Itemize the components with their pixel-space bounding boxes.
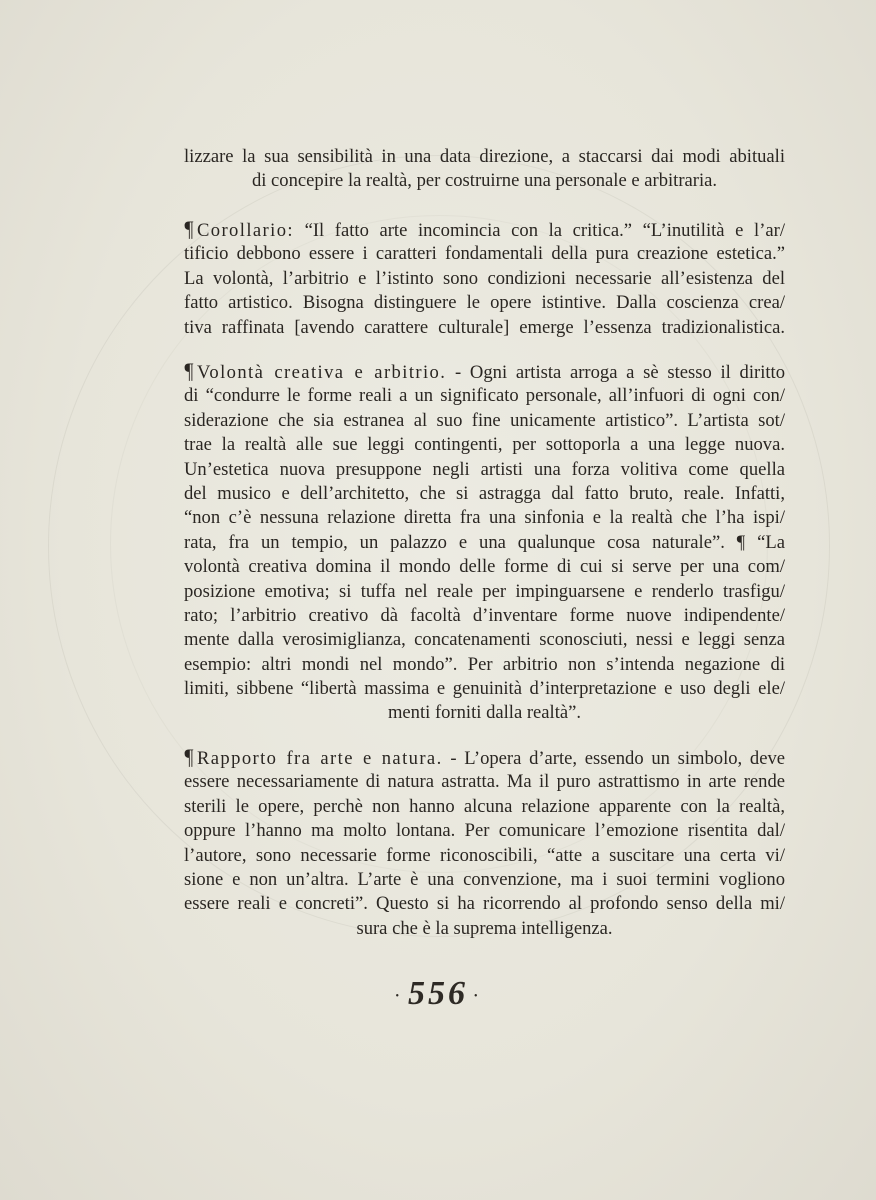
text-line: lizzare la sua sensibilità in una data direzione, a staccarsi dai modi abituali: [184, 146, 785, 167]
ornament-dot-left: •: [395, 990, 402, 1002]
text-run: “Il fatto arte incomincia con la critica.” “L’inutilità e l’ar/: [293, 220, 785, 241]
text-line: l’autore, sono necessarie forme riconoscibili, “atte a suscitare una certa vi/: [184, 844, 785, 866]
text-line: esempio: altri mondi nel mondo”. Per arbitrio non s’intenda negazione di: [184, 653, 785, 675]
opening-paragraph: [184, 145, 785, 194]
text-line: fatto artistico. Bisogna distinguere le opere istintive. Dalla coscienza crea/: [184, 292, 785, 314]
text-line: “non c’è nessuna relazione diretta fra una sinfonia e la realtà che l’ha ispi/: [184, 507, 785, 529]
text-line: tiva raffinata [avendo carattere culturale] emerge l’essenza tradizionalistica.: [184, 316, 785, 338]
text-line: trae la realtà alle sue leggi contingenti, per sottoporla a una legge nuova.: [184, 434, 785, 456]
page-number-value: 556: [408, 975, 468, 1012]
text-line: sura che è la suprema intelligenza.: [356, 917, 613, 939]
text-run: - Ogni artista arroga a sè stesso il diritto: [446, 362, 785, 383]
text-line: [184, 360, 785, 384]
section-heading: Rapporto fra arte e natura.: [196, 748, 443, 769]
text-line: sione e non un’altra. L’arte è una convenzione, ma i suoi termini vogliono: [184, 868, 785, 890]
volonta-paragraph: [184, 360, 785, 726]
section-heading: Corollario:: [196, 220, 294, 241]
text-line: limiti, sibbene “libertà massima e genuinità d’interpretazione e uso degli ele/: [184, 678, 785, 700]
pilcrow-icon: ¶: [184, 216, 194, 241]
text-line: volontà creativa domina il mondo delle forme di cui si serve per una com/: [184, 556, 785, 578]
text-line: posizione emotiva; si tuffa nel reale per impinguarsene e renderlo trasfigu/: [184, 580, 785, 602]
text-line: essere reali e concreti”. Questo si ha ricorrendo al profondo senso della mi/: [184, 893, 785, 915]
section-heading: Volontà creativa e arbitrio.: [196, 362, 447, 383]
text-line: rato; l’arbitrio creativo dà facoltà d’inventare forme nuove indipendente/: [184, 604, 785, 626]
text-line: di concepire la realtà, per costruirne una personale e arbitraria.: [251, 170, 718, 192]
text-line: Un’estetica nuova presuppone negli artisti una forza volitiva come quella: [184, 458, 785, 480]
text-line: oppure l’hanno ma molto lontana. Per comunicare l’emozione risentita dal/: [184, 820, 785, 842]
text-line: menti forniti dalla realtà”.: [387, 702, 582, 724]
text-line: tificio debbono essere i caratteri fondamentali della pura creazione estetica.”: [184, 243, 785, 265]
text-run: - L’opera d’arte, essendo un simbolo, deve: [442, 748, 786, 769]
text-line: del musico e dell’architetto, che si astragga dal fatto bruto, reale. Infatti,: [184, 482, 785, 504]
text-line: La volontà, l’arbitrio e l’istinto sono condizioni necessarie all’esistenza del: [184, 267, 785, 289]
text-line: essere necessariamente di natura astratta. Ma il puro astrattismo in arte rende: [184, 771, 785, 793]
text-line: [184, 218, 785, 242]
pilcrow-icon: ¶: [184, 358, 194, 383]
ornament-dot-right: •: [474, 990, 481, 1002]
page-number: [0, 975, 876, 1013]
text-line: siderazione che sia estranea al suo fine unicamente artistico”. L’artista sot/: [184, 409, 785, 431]
text-line: sterili le opere, perchè non hanno alcuna relazione apparente con la realtà,: [184, 795, 785, 817]
text-line: rata, fra un tempio, un palazzo e una qualunque cosa naturale”. ¶ “La: [184, 531, 785, 553]
pilcrow-icon: ¶: [184, 744, 194, 769]
text-line: di “condurre le forme reali a un significato personale, all’infuori di ogni con/: [184, 385, 785, 407]
rapporto-paragraph: [184, 746, 785, 941]
text-line: [184, 746, 785, 770]
corollario-paragraph: [184, 218, 785, 340]
text-line: mente dalla verosimiglianza, concatenamenti sconosciuti, nessi e leggi senza: [184, 629, 785, 651]
